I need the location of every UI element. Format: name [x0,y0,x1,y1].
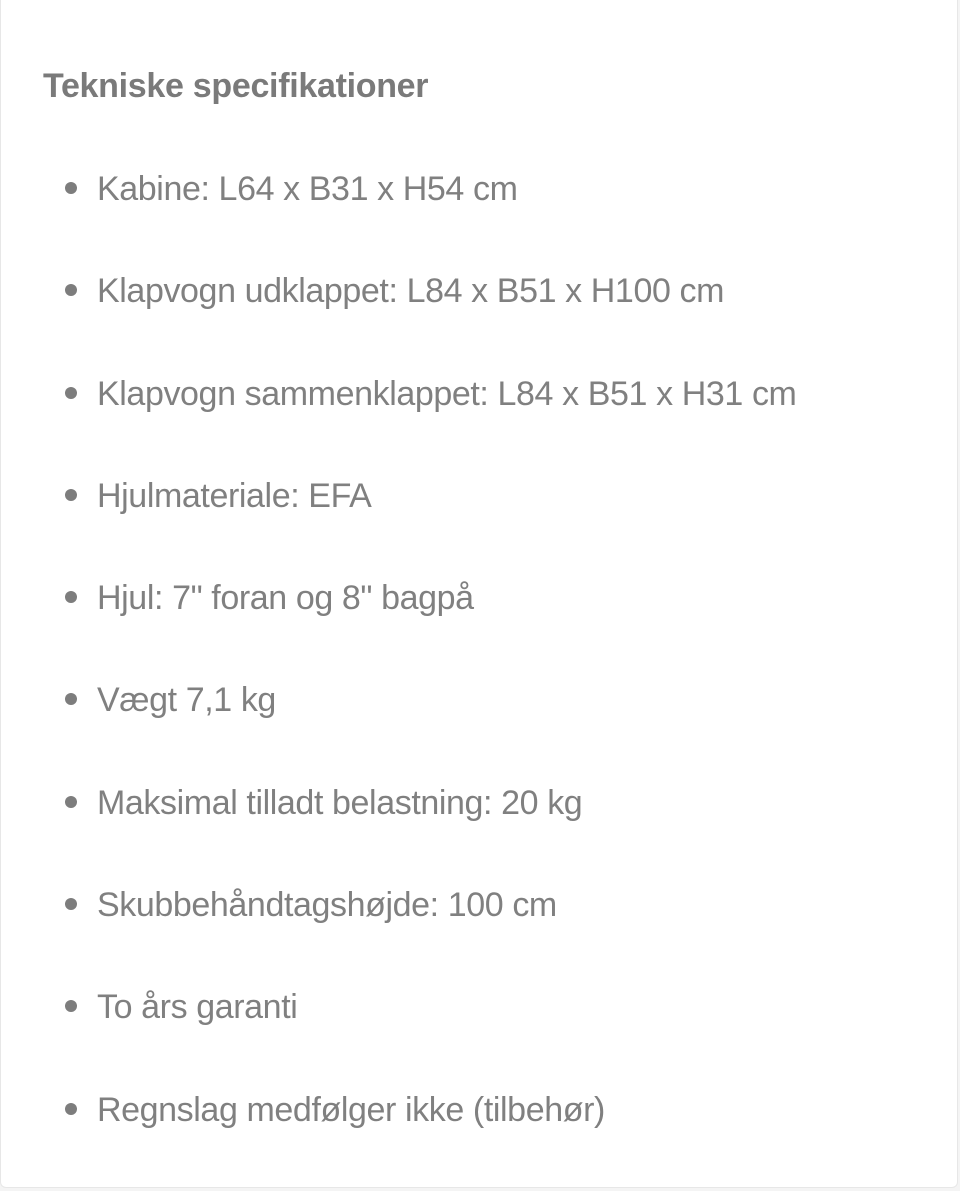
bullet-icon [65,1000,77,1012]
bullet-icon [65,898,77,910]
bullet-icon [65,284,77,296]
bullet-icon [65,489,77,501]
bullet-icon [65,387,77,399]
bullet-icon [65,182,77,194]
bullet-icon [65,693,77,705]
bullet-icon [65,1103,77,1115]
spec-text: Kabine: L64 x B31 x H54 cm [97,170,518,208]
spec-text: Hjulmateriale: EFA [97,476,372,515]
spec-text: Klapvogn udklappet: L84 x B51 x H100 cm [97,272,725,311]
spec-text: Vægt 7,1 kg [97,681,276,720]
section-title: Tekniske specifikationer [43,67,429,105]
spec-text: To års garanti [97,988,298,1027]
bullet-icon [65,796,77,808]
spec-text: Skubbehåndtagshøjde: 100 cm [97,886,557,925]
spec-text: Hjul: 7" foran og 8" bagpå [97,579,474,618]
spec-text: Regnslag medfølger ikke (tilbehør) [97,1090,605,1129]
bullet-icon [65,591,77,603]
spec-text: Klapvogn sammenklappet: L84 x B51 x H31 cm [97,374,797,413]
spec-text: Maksimal tilladt belastning: 20 kg [97,783,583,822]
